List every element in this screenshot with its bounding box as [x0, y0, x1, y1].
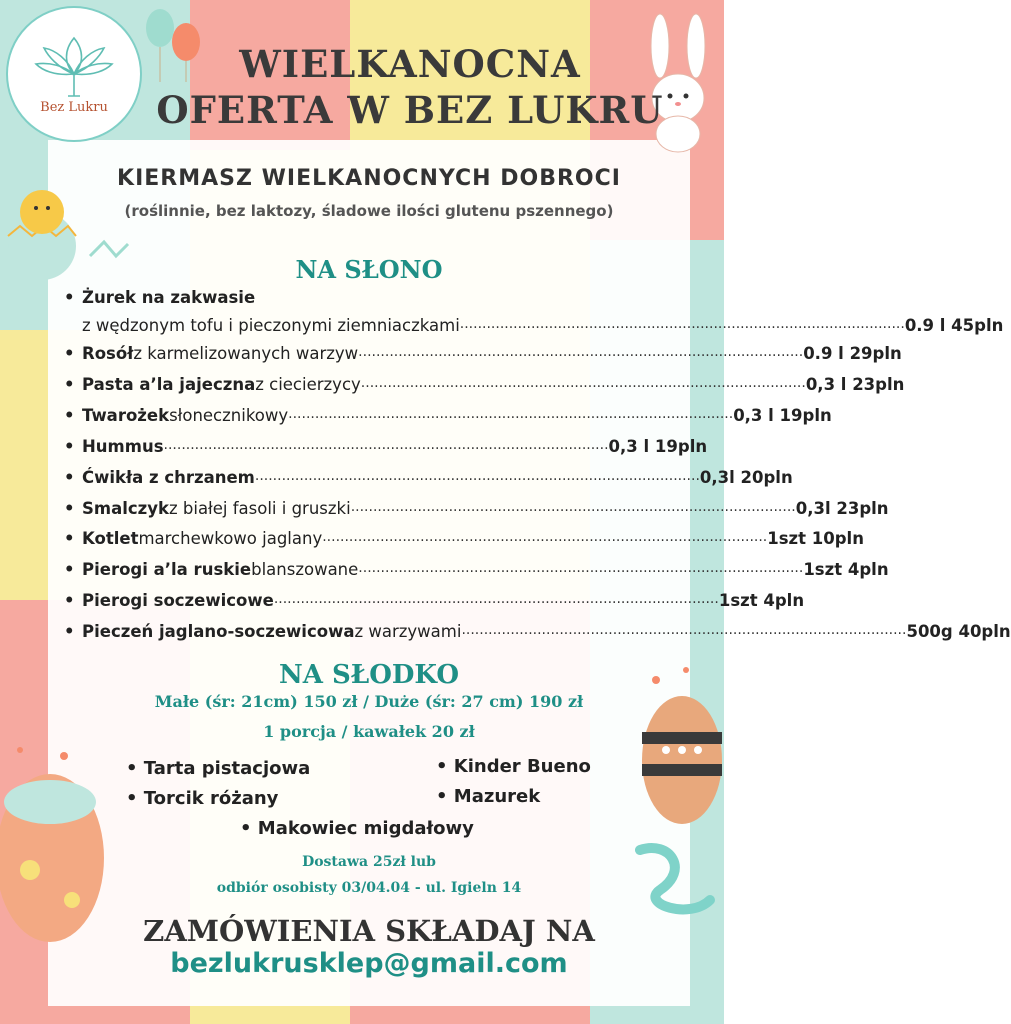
item-name: Smalczyk	[82, 498, 169, 518]
item-price: 1szt 4pln	[718, 591, 805, 611]
item-price: 500g 40pln	[906, 622, 1011, 642]
bullet-icon: •	[64, 374, 75, 394]
brand-logo	[6, 6, 142, 142]
item-name: Makowiec migdałowy	[257, 818, 474, 839]
cake-sizes: Małe (śr: 21cm) 150 zł / Duże (śr: 27 cm) 190 zł	[154, 692, 584, 711]
page-title-line1: WIELKANOCNA	[239, 42, 581, 86]
list-item	[64, 288, 690, 307]
list-item: • Tarta pistacjowa	[126, 758, 311, 779]
leader-dots: ....................................................................................................	[322, 529, 768, 546]
list-item	[64, 560, 889, 580]
item-name: Tarta pistacjowa	[143, 758, 311, 779]
bullet-icon: •	[64, 344, 75, 363]
item-desc: słonecznikowy	[169, 405, 289, 425]
sweet-heading: NA SŁODKO	[279, 660, 459, 690]
fair-subtitle: KIERMASZ WIELKANOCNYCH DOBROCI	[117, 166, 621, 191]
item-name: Kinder Bueno	[453, 756, 591, 777]
item-name: Pierogi soczewicowe	[82, 591, 274, 611]
item-name: Żurek na zakwasie	[82, 288, 256, 307]
item-name: Pierogi a’la ruskie	[82, 560, 252, 580]
item-name: Pasta a’la jajeczna	[82, 374, 256, 394]
item-price: 0.9 l 29pln	[803, 344, 902, 363]
item-name: Pieczeń jaglano-soczewicowa	[82, 622, 355, 642]
list-item	[64, 344, 902, 363]
bullet-icon: •	[64, 436, 75, 456]
item-name: Torcik różany	[143, 788, 279, 809]
order-email-link[interactable]: bezlukrusklep@gmail.com	[170, 948, 568, 979]
item-price: 0.9 l 45pln	[904, 316, 1004, 335]
bullet-icon: •	[64, 498, 75, 518]
dietary-note: (roślinnie, bez laktozy, śladowe ilości glutenu pszennego)	[124, 202, 614, 220]
list-item	[64, 529, 864, 549]
list-item	[64, 405, 832, 425]
item-price: 0,3 l 19pln	[733, 405, 832, 425]
item-price: 0,3l 20pln	[699, 467, 793, 487]
leader-dots: ....................................................................................................	[461, 622, 907, 639]
bullet-icon: •	[64, 288, 75, 307]
list-item	[64, 374, 905, 394]
page-title-line2: OFERTA W BEZ LUKRU	[156, 88, 664, 132]
item-name: Mazurek	[453, 786, 541, 807]
delivery-info: Dostawa 25zł lub	[302, 854, 436, 870]
item-name: Twarożek	[82, 405, 170, 425]
leader-dots: ....................................................................................................	[350, 498, 796, 515]
bullet-icon: •	[64, 529, 75, 549]
item-price: 0,3l 23pln	[795, 498, 889, 518]
item-desc: z warzywami	[354, 622, 462, 642]
leader-dots: ....................................................................................................	[358, 560, 804, 577]
item-desc: marchewkowo jaglany	[138, 529, 323, 549]
item-desc: z karmelizowanych warzyw	[133, 344, 359, 363]
item-name: Rosół	[82, 344, 134, 363]
pickup-info: odbiór osobisty 03/04.04 - ul. Igieln 14	[216, 880, 522, 896]
bullet-icon: •	[64, 591, 75, 611]
leader-dots: ....................................................................................................	[254, 467, 700, 484]
item-price: 1szt 10pln	[767, 529, 864, 549]
list-item	[64, 467, 793, 487]
bullet-icon: •	[64, 405, 75, 425]
bullet-icon: •	[64, 467, 75, 487]
portion-price: 1 porcja / kawałek 20 zł	[263, 722, 475, 741]
item-desc: blanszowane	[251, 560, 359, 580]
lotus-tree-icon	[8, 8, 140, 140]
item-price: 0,3 l 23pln	[805, 374, 905, 394]
list-item: • Mazurek	[436, 786, 541, 807]
item-desc: z ciecierzycy	[255, 374, 361, 394]
bullet-icon: •	[64, 622, 75, 642]
item-name: Hummus	[82, 436, 164, 456]
list-item	[64, 436, 708, 456]
item-desc: z wędzonym tofu i pieczonymi ziemniaczkami	[82, 316, 460, 335]
list-item: • Torcik różany	[126, 788, 279, 809]
list-item	[64, 622, 1011, 642]
list-item: • Kinder Bueno	[436, 756, 591, 777]
leader-dots: ....................................................................................................	[163, 436, 609, 453]
leader-dots: ....................................................................................................	[273, 591, 719, 608]
leader-dots: ....................................................................................................	[459, 316, 905, 332]
leader-dots: ....................................................................................................	[360, 374, 806, 391]
list-item-detail	[82, 316, 1004, 335]
list-item: • Makowiec migdałowy	[240, 818, 474, 839]
orders-heading: ZAMÓWIENIA SKŁADAJ NA	[143, 914, 595, 948]
item-name: Ćwikła z chrzanem	[82, 467, 255, 487]
item-price: 1szt 4pln	[803, 560, 889, 580]
logo-text: Bez Lukru	[40, 100, 108, 115]
leader-dots: ....................................................................................................	[358, 344, 804, 360]
bullet-icon: •	[64, 560, 75, 580]
leader-dots: ....................................................................................................	[288, 405, 734, 422]
savory-heading: NA SŁONO	[295, 255, 443, 284]
item-name: Kotlet	[82, 529, 139, 549]
list-item	[64, 591, 805, 611]
item-price: 0,3 l 19pln	[608, 436, 708, 456]
item-desc: z białej fasoli i gruszki	[168, 498, 351, 518]
list-item	[64, 498, 889, 518]
